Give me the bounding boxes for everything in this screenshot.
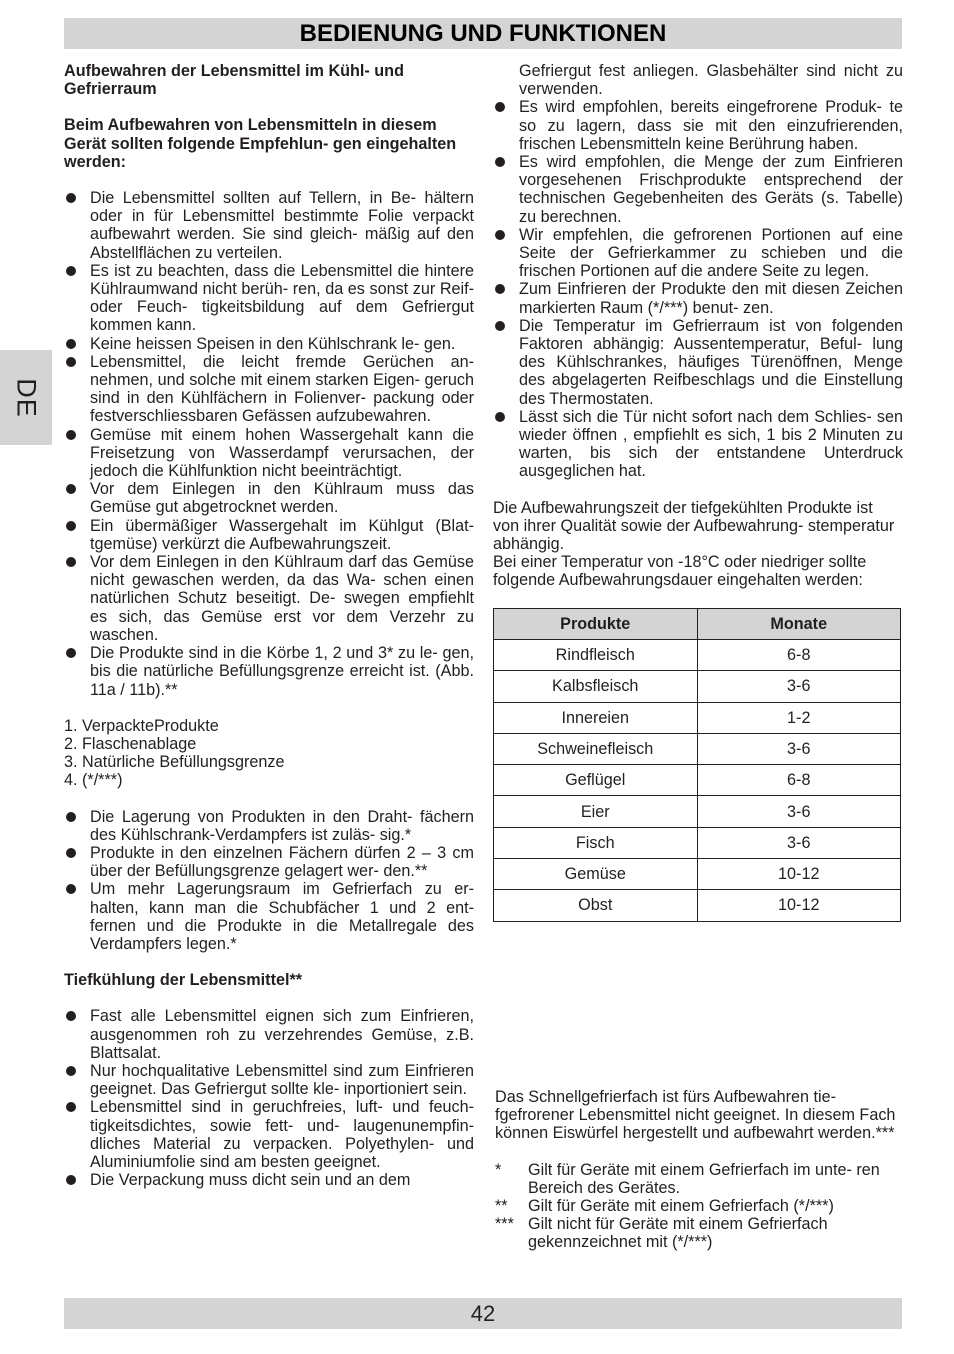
table-row	[494, 827, 901, 858]
list-item: Die Verpackung muss dicht sein und an dem	[64, 1171, 474, 1189]
product-cell: Fisch	[494, 827, 698, 858]
footnote	[495, 1161, 905, 1197]
table-row	[494, 796, 901, 827]
table-row	[494, 890, 901, 921]
list-item: Lebensmittel, die leicht fremde Gerüchen an- nehmen, und solche mit einem starken Eigen- geruch sind in den Kühlfächern in Folienver- packung oder festverschliessbaren Gefässen aufzubewahren.	[64, 353, 474, 426]
footnote	[495, 1215, 905, 1251]
freezing-bullet-list	[64, 1007, 474, 1189]
list-item: Es wird empfohlen, bereits eingefrorene Produk- te so zu lagern, dass sie mit den einzufrierenden, frischen Lebensmitteln keine Berührung haben.	[493, 98, 903, 153]
numbered-legend	[64, 717, 474, 790]
list-item: Die Lagerung von Produkten in den Draht- fächern des Kühlschrank-Verdampfers ist zuläs- sig.*	[64, 808, 474, 844]
product-cell: Schweinefleisch	[494, 733, 698, 764]
product-cell: Innereien	[494, 702, 698, 733]
page-title: BEDIENUNG UND FUNKTIONEN	[64, 18, 902, 49]
product-cell: Obst	[494, 890, 698, 921]
list-item: Die Temperatur im Gefrierraum ist von folgenden Faktoren abhängig: Aussentemperatur, Beful- lung des Kühlschrankes, häufiges Türenöffnen, Menge des abgelagerten Reifbeschlags und die Einstellung des Thermostaten.	[493, 317, 903, 408]
list-item: Lebensmittel sind in geruchfreies, luft- und feuch- tigkeitsdichtes, sowie fett- und- laugenunempfin- dliches Material zu verpacken. Polyethylen- und Aluminiumfolie sind am besten geeignet.	[64, 1098, 474, 1171]
legend-item: 2. Flaschenablage	[64, 734, 197, 753]
section-heading-storage: Aufbewahren der Lebensmittel im Kühl- und Gefrierraum	[64, 62, 404, 99]
storage-time-paragraph: Die Aufbewahrungszeit der tiefgekühlten Produkte ist von ihrer Qualität sowie der Aufbewahrung- stemperatur abhängig.	[493, 498, 895, 554]
page-number: 42	[64, 1298, 902, 1329]
list-item: Es ist zu beachten, dass die Lebensmittel die hintere Kühlraumwand nicht berüh- ren, da es sonst zur Reif- oder Feuch- tigkeitsbildung auf dem Gefriergut kommen kann.	[64, 262, 474, 335]
footnote-text: Gilt für Geräte mit einem Gefrierfach (*/***)	[528, 1197, 834, 1216]
months-cell: 10-12	[697, 859, 901, 890]
footnote-mark: *	[495, 1160, 502, 1179]
product-cell: Kalbsfleisch	[494, 671, 698, 702]
legend-item: 4. (*/***)	[64, 771, 123, 790]
right-column	[493, 62, 903, 922]
months-cell: 3-6	[697, 827, 901, 858]
language-tab	[0, 350, 52, 445]
months-cell: 3-6	[697, 733, 901, 764]
footnote-mark: ***	[495, 1215, 514, 1234]
list-item: Keine heissen Speisen in den Kühlschrank le- gen.	[64, 335, 474, 353]
footnote-text: Gilt nicht für Geräte mit einem Gefrierfach gekennzeichnet mit (*/***)	[528, 1215, 828, 1252]
list-item: Vor dem Einlegen in den Kühlraum muss das Gemüse gut abgetrocknet werden.	[64, 480, 474, 516]
list-item: Die Lebensmittel sollten auf Tellern, in Be- hältern oder in für Lebensmittel bestimmte Folie verpackt aufbewahrt werden. Sie sind gleich- mäßig auf den Abstellflächen zu verteilen.	[64, 189, 474, 262]
months-cell: 6-8	[697, 765, 901, 796]
left-column	[64, 62, 474, 1189]
column-header-months: Monate	[697, 608, 901, 639]
footnote	[495, 1197, 905, 1215]
continued-text: Gefriergut fest anliegen. Glasbehälter sind nicht zu verwenden.	[519, 62, 903, 99]
footnote-mark: **	[495, 1197, 508, 1216]
list-item: Um mehr Lagerungsraum im Gefrierfach zu er- halten, kann man die Schubfächer 1 und 2 ent- fernen und die Produkte in die Metallregale des Verdampfers legen.*	[64, 880, 474, 953]
legend-item: 3. Natürliche Befüllungsgrenze	[64, 753, 285, 772]
quick-freeze-and-footnotes	[495, 1088, 905, 1252]
section-heading-freezing: Tiefkühlung der Lebensmittel**	[64, 971, 303, 990]
table-row	[494, 671, 901, 702]
list-item: Vor dem Einlegen in den Kühlraum darf das Gemüse nicht gewaschen werden, da das Wa- schen einen natürlichen Schutz beseitigt. De- swegen empfiehlt es sich, das Gemüse erst vor dem Verzehr zu waschen.	[64, 553, 474, 644]
months-cell: 3-6	[697, 796, 901, 827]
product-cell: Gemüse	[494, 859, 698, 890]
language-tab-label: DE	[11, 377, 42, 418]
drawer-bullet-list	[64, 808, 474, 954]
months-cell: 1-2	[697, 702, 901, 733]
freezing-tips-list	[493, 98, 903, 480]
months-cell: 10-12	[697, 890, 901, 921]
quick-freeze-paragraph: Das Schnellgefrierfach ist fürs Aufbewahren tie- fgefrorener Lebensmittel nicht geeignet. In diesem Fach können Eiswürfel hergestellt und aufbewahrt werden.***	[495, 1088, 896, 1143]
column-header-products: Produkte	[494, 608, 698, 639]
table-row	[494, 733, 901, 764]
list-item: Die Produkte sind in die Körbe 1, 2 und 3* zu le- gen, bis die natürliche Befüllungsgrenze erreicht ist. (Abb. 11a / 11b).**	[64, 644, 474, 699]
storage-bullet-list	[64, 189, 474, 699]
table-row	[494, 639, 901, 670]
table-header-row	[494, 608, 901, 639]
table-row	[494, 765, 901, 796]
product-cell: Geflügel	[494, 765, 698, 796]
table-row	[494, 702, 901, 733]
list-item: Ein übermäßiger Wassergehalt im Kühlgut (Blat- tgemüse) verkürzt die Aufbewahrungszeit.	[64, 517, 474, 553]
list-item: Zum Einfrieren der Produkte den mit diesen Zeichen markierten Raum (*/***) benut- zen.	[493, 280, 903, 316]
footnote-text: Gilt für Geräte mit einem Gefrierfach im unte- ren Bereich des Gerätes.	[528, 1160, 880, 1197]
list-item: Gemüse mit einem hohen Wassergehalt kann die Freisetzung von Wasserdampf verursachen, der jedoch die Kühlfunktion nicht beeinträchtigt.	[64, 426, 474, 481]
list-item: Nur hochqualitative Lebensmittel sind zum Einfrieren geeignet. Das Gefriergut sollte kle- inportioniert sein.	[64, 1062, 474, 1098]
legend-item: 1. VerpackteProdukte	[64, 716, 219, 735]
list-item: Es wird empfohlen, die Menge der zum Einfrieren vorgesehenen Frischprodukte entsprechend der technischen Gegebenheiten des Geräts (s. Tabelle) zu berechnen.	[493, 153, 903, 226]
list-item: Lässt sich die Tür nicht sofort nach dem Schlies- sen wieder öffnen , empfiehlt es sich, 1 bis 2 Minuten zu warten, bis sich der entstandene Unterdruck ausgeglichen hat.	[493, 408, 903, 481]
list-item: Wir empfehlen, die gefrorenen Portionen auf eine Seite der Gefrierkammer zu schieben und die frischen Portionen auf die andere Seite zu legen.	[493, 226, 903, 281]
list-item: Produkte in den einzelnen Fächern dürfen 2 – 3 cm über der Befüllungsgrenze gelagert wer- den.**	[64, 844, 474, 880]
temperature-paragraph: Bei einer Temperatur von -18°C oder niedriger sollte folgende Aufbewahrungsdauer eingehalten werden:	[493, 553, 867, 590]
section-subheading-recommendations: Beim Aufbewahren von Lebensmitteln in diesem Gerät sollten folgende Empfehlun- gen eingehalten werden:	[64, 116, 457, 171]
months-cell: 6-8	[697, 639, 901, 670]
table-row	[494, 859, 901, 890]
storage-duration-table	[493, 608, 901, 922]
list-item: Fast alle Lebensmittel eignen sich zum Einfrieren, ausgenommen roh zu verzehrendes Gemüse, z.B. Blattsalat.	[64, 1007, 474, 1062]
product-cell: Rindfleisch	[494, 639, 698, 670]
product-cell: Eier	[494, 796, 698, 827]
months-cell: 3-6	[697, 671, 901, 702]
